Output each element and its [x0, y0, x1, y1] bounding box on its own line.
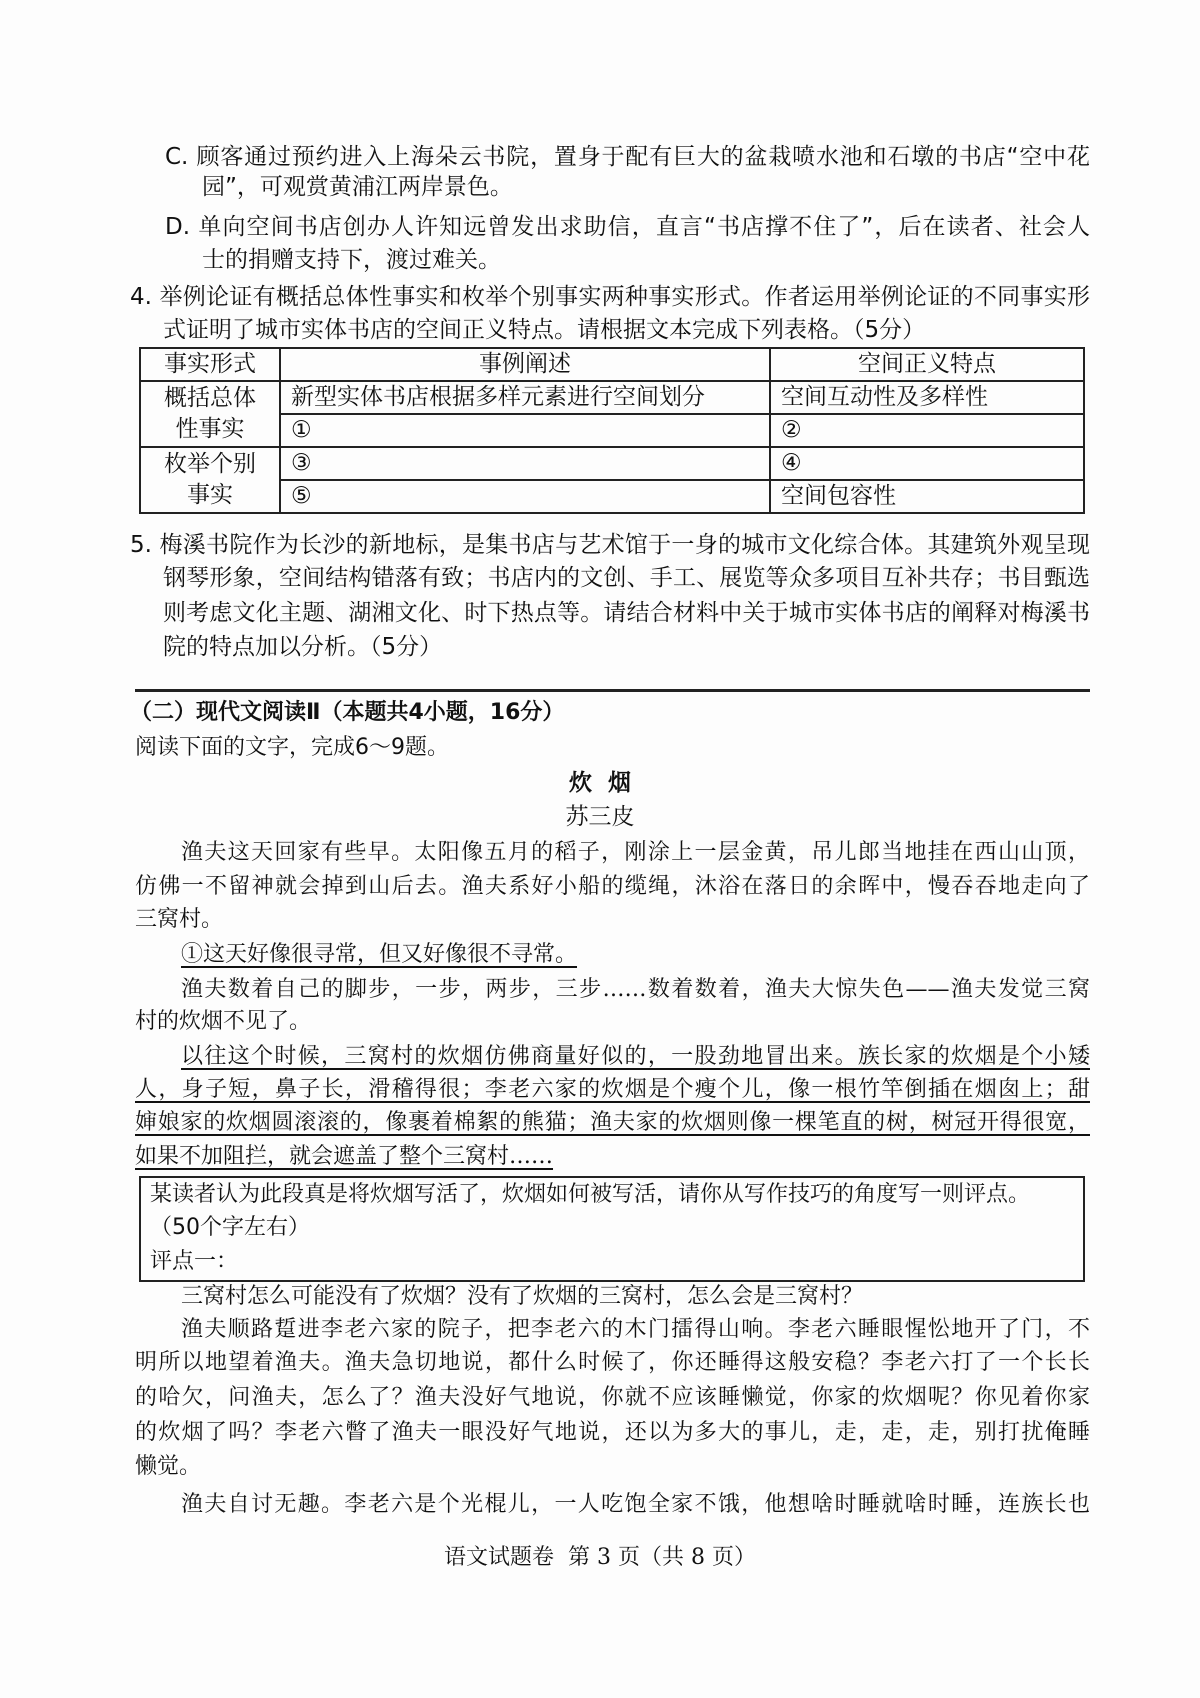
table-cell: 新型实体书店根据多样元素进行空间划分 — [280, 381, 770, 414]
table-cell-blank-2: ② — [770, 414, 1084, 447]
q4-question-line: 式证明了城市实体书店的空间正义特点。请根据文本完成下列表格。（5分） — [163, 317, 926, 343]
comment-prompt: 某读者认为此段真是将炊烟写活了，炊烟如何被写活，请你从写作技巧的角度写一则评点。 — [150, 1182, 1031, 1207]
section-instruction: 阅读下面的文字，完成6～9题。 — [135, 735, 449, 760]
q3-option-c-line: 园”，可观赏黄浦江两岸景色。 — [202, 174, 513, 200]
table-cell-blank-4: ④ — [770, 447, 1084, 480]
story-line: 的哈欠，问渔夫，怎么了？渔夫没好气地说，你就不应该睡懒觉，你家的炊烟呢？你见着你家 — [135, 1385, 1090, 1410]
q4-fact-table — [139, 347, 1085, 514]
story-line: 三窝村。 — [135, 907, 224, 932]
story-line: 村的炊烟不见了。 — [135, 1009, 312, 1034]
comment-word-limit: （50个字左右） — [150, 1215, 310, 1240]
table-cell: 空间包容性 — [770, 480, 1084, 513]
story-line: 三窝村怎么可能没有了炊烟？没有了炊烟的三窝村，怎么会是三窝村？ — [181, 1284, 864, 1309]
q5-question-line: 5. 梅溪书院作为长沙的新地标，是集书店与艺术馆于一身的城市文化综合体。其建筑外观呈现 — [130, 532, 1090, 558]
q3-option-d-line: 士的捐赠支持下，渡过难关。 — [202, 247, 501, 273]
q5-question-line: 院的特点加以分析。（5分） — [163, 634, 443, 660]
story-author: 苏三皮 — [565, 804, 635, 830]
story-line: 渔夫数着自己的脚步，一步，两步，三步……数着数着，渔夫大惊失色——渔夫发觉三窝 — [181, 977, 1090, 1002]
story-title: 炊 烟 — [568, 770, 631, 796]
q5-question-line: 则考虑文化主题、湖湘文化、时下热点等。请结合材料中关于城市实体书店的阐释对梅溪书 — [163, 600, 1090, 626]
story-line: 渔夫自讨无趣。李老六是个光棍儿，一人吃饱全家不饿，他想啥时睡就啥时睡，连族长也 — [181, 1492, 1090, 1517]
story-line: 明所以地望着渔夫。渔夫急切地说，都什么时候了，你还睡得这般安稳？李老六打了一个长长 — [135, 1350, 1090, 1375]
q3-option-c-line: C. 顾客通过预约进入上海朵云书院，置身于配有巨大的盆栽喷水池和石墩的书店“空中花 — [165, 144, 1090, 170]
q5-question-line: 钢琴形象，空间结构错落有致；书店内的文创、手工、展览等众多项目互补共存；书目甄选 — [163, 565, 1090, 591]
q4-question-line: 4. 举例论证有概括总体性事实和枚举个别事实两种事实形式。作者运用举例论证的不同事实形 — [130, 284, 1090, 310]
table-cell-blank-1: ① — [280, 414, 770, 447]
table-header: 事例阐述 — [280, 348, 770, 381]
story-line: 渔夫顺路踅进李老六家的院子，把李老六的木门擂得山响。李老六睡眼惺忪地开了门，不 — [181, 1317, 1090, 1342]
underlined-paragraph-line: 如果不加阻拦，就会遮盖了整个三窝村…… — [135, 1144, 554, 1169]
story-line: 懒觉。 — [135, 1454, 202, 1479]
story-line: 的炊烟了吗？李老六瞥了渔夫一眼没好气地说，还以为多大的事儿，走，走，走，别打扰俺睡 — [135, 1420, 1090, 1445]
table-cell-blank-3: ③ — [280, 447, 770, 480]
underlined-paragraph-line: 婶娘家的炊烟圆滚滚的，像裹着棉絮的熊猫；渔夫家的炊烟则像一棵笔直的树，树冠开得很宽， — [135, 1110, 1090, 1135]
underlined-sentence-1: ①这天好像很寻常，但又好像很不寻常。 — [181, 942, 578, 967]
table-group-label: 枚举个别 事实 — [140, 447, 280, 513]
comment-answer-label[interactable]: 评点一： — [150, 1249, 239, 1274]
table-cell: 空间互动性及多样性 — [770, 381, 1084, 414]
story-line: 渔夫这天回家有些早。太阳像五月的稻子，刚涂上一层金黄，吊儿郎当地挂在西山山顶， — [181, 840, 1090, 865]
story-line: 仿佛一不留神就会掉到山后去。渔夫系好小船的缆绳，沐浴在落日的余晖中，慢吞吞地走向了 — [135, 874, 1090, 899]
table-group-label: 概括总体 性事实 — [140, 381, 280, 447]
q3-option-d-line: D. 单向空间书店创办人许知远曾发出求助信，直言“书店撑不住了”，后在读者、社会人 — [165, 214, 1090, 240]
underlined-paragraph-line: 人，身子短，鼻子长，滑稽得很；李老六家的炊烟是个瘦个儿，像一根竹竿倒插在烟囱上；甜 — [135, 1077, 1090, 1102]
table-header: 事实形式 — [140, 348, 280, 381]
page-footer: 语文试题卷 第 3 页（共 8 页） — [444, 1545, 756, 1570]
section-heading: （二）现代文阅读Ⅱ（本题共4小题，16分） — [130, 700, 565, 725]
underlined-paragraph-line: 以往这个时候，三窝村的炊烟仿佛商量好似的，一股劲地冒出来。族长家的炊烟是个小矮 — [181, 1044, 1090, 1069]
table-cell-blank-5: ⑤ — [280, 480, 770, 513]
table-header: 空间正义特点 — [770, 348, 1084, 381]
section-divider — [135, 689, 1090, 692]
